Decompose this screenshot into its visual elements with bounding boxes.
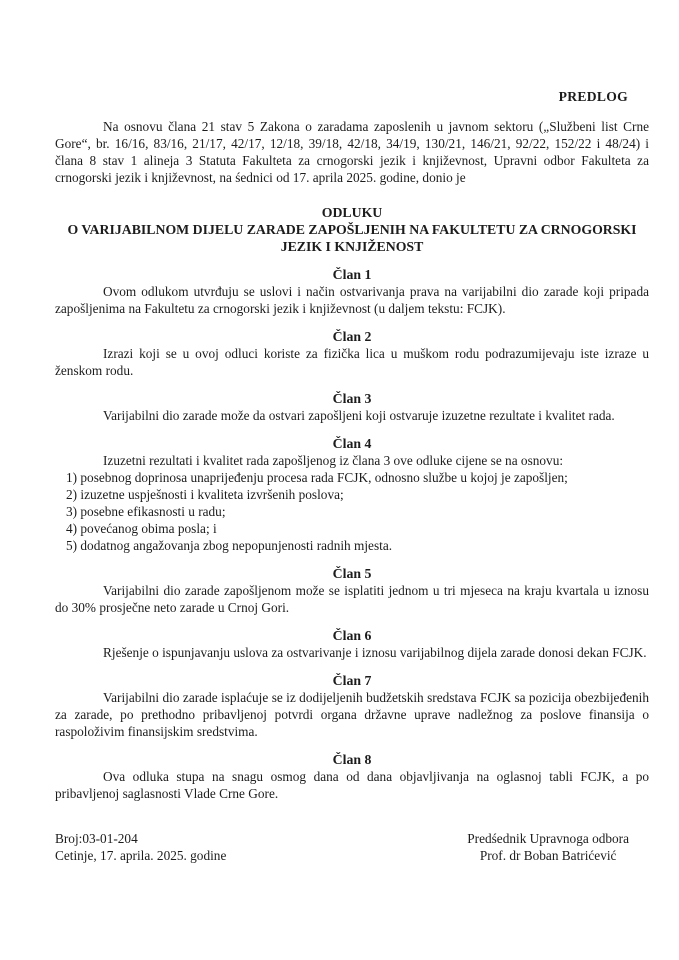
article-2-heading: Član 2 — [332, 329, 372, 344]
place-date: Cetinje, 17. aprila. 2025. godine — [55, 848, 227, 863]
footer-left-block — [55, 830, 226, 864]
article-3-body: Varijabilni dio zarade može da ostvari zapošljeni koji ostvaruje izuzetne rezultate i kvalitet rada. — [103, 408, 615, 423]
signer-name: Prof. dr Boban Batrićević — [479, 848, 617, 863]
article-3-heading: Član 3 — [332, 391, 372, 406]
article-8 — [55, 751, 649, 802]
document-number: Broj:03-01-204 — [55, 831, 138, 846]
article-4-item-4: 4) povećanog obima posla; i — [66, 521, 217, 536]
article-7-heading: Član 7 — [332, 673, 372, 688]
article-5-body: Varijabilni dio zarade zapošljenom može se isplatiti jednom u tri mjeseca na kraju kvartala u iznosu do 30% prosječne neto zarade u Crnoj Gori. — [55, 583, 649, 615]
article-4-heading: Član 4 — [332, 436, 372, 451]
article-6 — [55, 627, 649, 661]
signer-title: Predśednik Upravnoga odbora — [467, 831, 629, 846]
title-line-3: JEZIK I KNJIŽENOST — [280, 239, 424, 254]
title-line-2: O VARIJABILNOM DIJELU ZARADE ZAPOŠLJENIH NA FAKULTETU ZA CRNOGORSKI — [67, 222, 637, 237]
article-2-body: Izrazi koji se u ovoj odluci koriste za fizička lica u muškom rodu podrazumijevaju iste izraze u ženskom rodu. — [55, 346, 649, 378]
article-6-body: Rješenje o ispunjavanju uslova za ostvarivanje i iznosu varijabilnog dijela zarade donosi dekan FCJK. — [103, 645, 647, 660]
article-8-heading: Član 8 — [332, 752, 372, 767]
document-footer — [55, 830, 649, 864]
article-2 — [55, 328, 649, 379]
article-4-item-2: 2) izuzetne uspješnosti i kvaliteta izvršenih poslova; — [66, 487, 344, 502]
article-4-list — [55, 469, 649, 554]
article-5 — [55, 565, 649, 616]
article-4-item-1: 1) posebnog doprinosa unaprijeđenju procesa rada FCJK, odnosno službe u kojoj je zapošljen; — [66, 470, 568, 485]
article-1-body: Ovom odlukom utvrđuju se uslovi i način ostvarivanja prava na varijabilni dio zarade koji pripada zapošljenima na Fakultetu za crnogorski jezik i književnost (u daljem tekstu: FCJK). — [55, 284, 649, 316]
title-line-1: ODLUKU — [321, 205, 383, 220]
article-1 — [55, 266, 649, 317]
document-label: PREDLOG — [558, 89, 628, 104]
document-title — [55, 204, 649, 255]
article-4-item-3: 3) posebne efikasnosti u radu; — [66, 504, 226, 519]
article-4 — [55, 435, 649, 554]
article-8-body: Ova odluka stupa na snagu osmog dana od dana objavljivanja na oglasnoj tabli FCJK, a po pribavljenoj saglasnosti Vlade Crne Gore. — [55, 769, 649, 801]
article-5-heading: Član 5 — [332, 566, 372, 581]
footer-signature-block — [467, 830, 629, 864]
article-1-heading: Član 1 — [332, 267, 372, 282]
article-3 — [55, 390, 649, 424]
article-4-body: Izuzetni rezultati i kvalitet rada zapošljenog iz člana 3 ove odluke cijene se na osnovu: — [103, 453, 564, 468]
article-4-item-5: 5) dodatnog angažovanja zbog nepopunjenosti radnih mjesta. — [66, 538, 393, 553]
preamble-paragraph: Na osnovu člana 21 stav 5 Zakona o zaradama zaposlenih u javnom sektoru („Službeni list Crne Gore“, br. 16/16, 83/16, 21/17, 42/17, 12/18, 39/18, 42/18, 34/19, 130/21, 146/21, 92/22, 152/22 i 48/24) i člana 8 stav 1 alineja 3 Statuta Fakulteta za crnogorski jezik i književnost, Upravni odbor Fakulteta za crnogorski jezik i književnost, na śednici od 17. aprila 2025. godine, donio je — [55, 119, 649, 185]
article-7 — [55, 672, 649, 740]
article-7-body: Varijabilni dio zarade isplaćuje se iz dodijeljenih budžetskih sredstava FCJK sa pozicija obezbijeđenih za zarade, po prethodno pribavljenoj potvrdi organa državne uprave nadležnog za poslove finansija o raspoloživim finansijskim sredstvima. — [55, 690, 649, 739]
article-6-heading: Član 6 — [332, 628, 372, 643]
